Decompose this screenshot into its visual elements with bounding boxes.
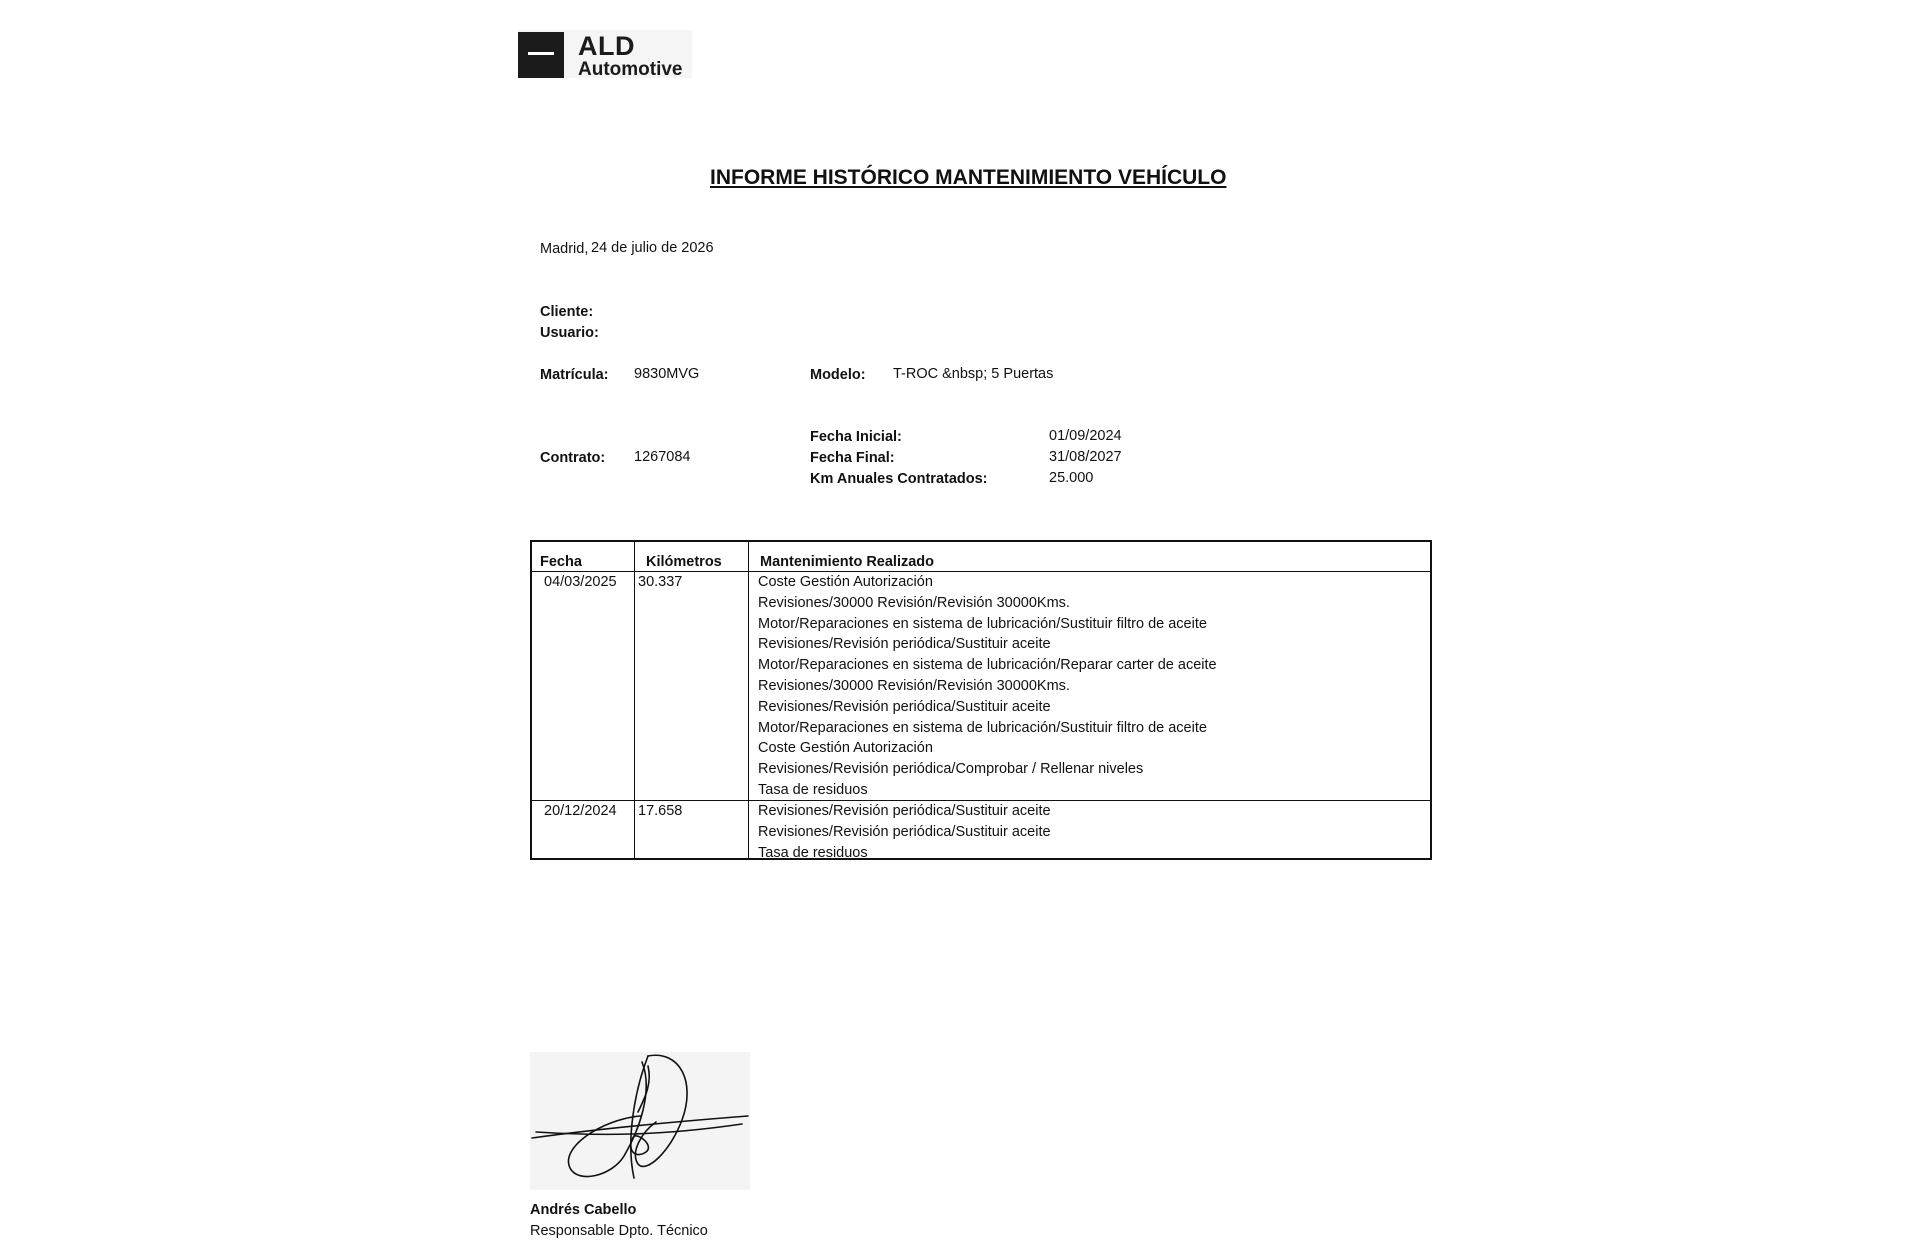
- header-mantenimiento: Mantenimiento Realizado: [760, 554, 935, 570]
- modelo-value: T-ROC &nbsp; 5 Puertas: [893, 366, 1054, 382]
- matricula-label: Matrícula:: [540, 367, 609, 383]
- maintenance-item: Revisiones/Revisión periódica/Sustituir aceite: [758, 803, 1051, 819]
- maintenance-item: Motor/Reparaciones en sistema de lubricación/Sustituir filtro de aceite: [758, 615, 1207, 632]
- maintenance-item: Motor/Reparaciones en sistema de lubricación/Sustituir filtro de aceite: [758, 719, 1207, 736]
- logo-name: ALD: [578, 31, 635, 61]
- row-2-items: [758, 801, 1051, 863]
- maintenance-item: Revisiones/Revisión periódica/Comprobar / Rellenar niveles: [758, 761, 1144, 778]
- header-kilometros: Kilómetros: [646, 554, 722, 570]
- maintenance-item: Tasa de residuos: [758, 844, 868, 861]
- modelo-label: Modelo:: [810, 367, 866, 383]
- fecha-final-value: 31/08/2027: [1049, 449, 1122, 465]
- maintenance-item: Revisiones/30000 Revisión/Revisión 30000Kms.: [758, 594, 1070, 611]
- row-1-km: 30.337: [638, 574, 683, 590]
- maintenance-item: Revisiones/30000 Revisión/Revisión 30000Kms.: [758, 677, 1070, 694]
- km-anuales-label: Km Anuales Contratados:: [810, 471, 988, 487]
- km-anuales-value: 25.000: [1049, 470, 1094, 486]
- maintenance-item: Coste Gestión Autorización: [758, 740, 933, 757]
- maintenance-item: Motor/Reparaciones en sistema de lubricación/Reparar carter de aceite: [758, 657, 1217, 674]
- cliente-label: Cliente:: [540, 304, 594, 320]
- contrato-value: 1267084: [634, 449, 691, 465]
- document-title: INFORME HISTÓRICO MANTENIMIENTO VEHÍCULO: [710, 166, 1227, 189]
- place-city: Madrid,: [540, 241, 589, 257]
- maintenance-item: Tasa de residuos: [758, 781, 868, 798]
- column-divider: [634, 542, 635, 858]
- maintenance-item: Revisiones/Revisión periódica/Sustituir aceite: [758, 823, 1051, 840]
- signatory-role: Responsable Dpto. Técnico: [530, 1223, 708, 1239]
- signature-image: [530, 1052, 750, 1190]
- maintenance-table: [530, 540, 1432, 860]
- logo-subtitle: Automotive: [578, 59, 683, 80]
- signatory-name: Andrés Cabello: [530, 1202, 637, 1218]
- row-2-fecha: 20/12/2024: [544, 803, 617, 819]
- usuario-label: Usuario:: [540, 325, 599, 341]
- header-fecha: Fecha: [540, 554, 582, 570]
- company-logo: [518, 30, 692, 78]
- maintenance-item: Coste Gestión Autorización: [758, 574, 933, 590]
- contrato-label: Contrato:: [540, 450, 606, 466]
- fecha-inicial-value: 01/09/2024: [1049, 428, 1122, 444]
- row-1-fecha: 04/03/2025: [544, 574, 617, 590]
- row-2-km: 17.658: [638, 803, 683, 819]
- row-1-items: [758, 572, 1217, 801]
- column-divider: [748, 542, 749, 858]
- fecha-final-label: Fecha Final:: [810, 450, 895, 466]
- matricula-value: 9830MVG: [634, 366, 700, 382]
- place-date: 24 de julio de 2026: [591, 240, 714, 256]
- logo-mark-icon: [518, 32, 564, 78]
- maintenance-item: Revisiones/Revisión periódica/Sustituir aceite: [758, 636, 1051, 653]
- maintenance-item: Revisiones/Revisión periódica/Sustituir aceite: [758, 698, 1051, 715]
- fecha-inicial-label: Fecha Inicial:: [810, 429, 902, 445]
